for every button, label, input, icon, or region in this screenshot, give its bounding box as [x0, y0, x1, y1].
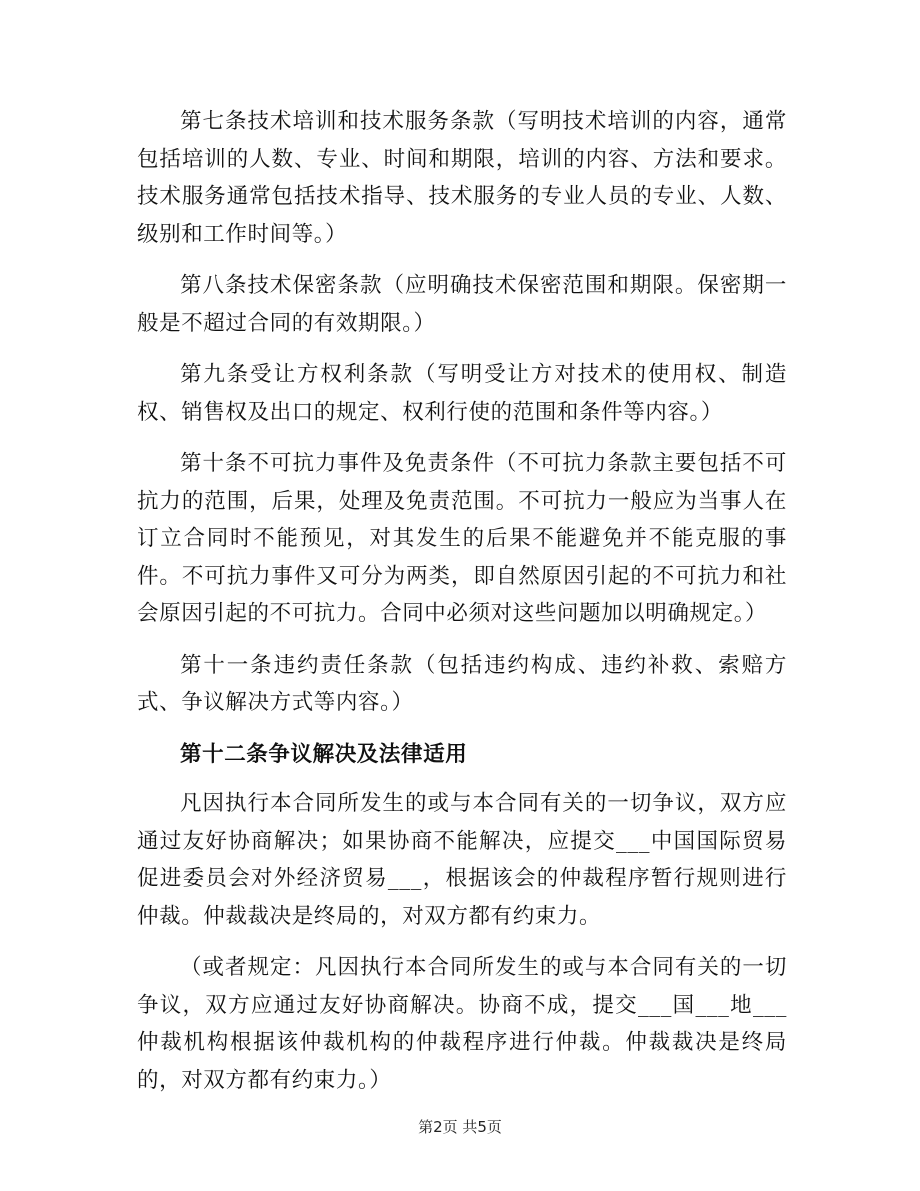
clause-11-paragraph: 第十一条违约责任条款（包括违约构成、违约补救、索赔方式、争议解决方式等内容。）: [137, 652, 787, 715]
clause-9-paragraph: 第九条受让方权利条款（写明受让方对技术的使用权、制造权、销售权及出口的规定、权利行使的范围和条件等内容。）: [137, 362, 787, 425]
arbitration-paragraph: 凡因执行本合同所发生的或与本合同有关的一切争议，双方应通过友好协商解决；如果协商不能解决，应提交___中国国际贸易促进委员会对外经济贸易___，根据该会的仲裁程序暂行规则进行仲裁。仲裁裁决是终局的，对双方都有约束力。: [137, 791, 787, 929]
document-body: [137, 103, 787, 1113]
alternative-arbitration-paragraph: （或者规定：凡因执行本合同所发生的或与本合同有关的一切争议，双方应通过友好协商解决。协商不成，提交___国___地___仲裁机构根据该仲裁机构的仲裁程序进行仲裁。仲裁裁决是终局的，对双方都有约束力。）: [137, 955, 787, 1093]
clause-10-paragraph: 第十条不可抗力事件及免责条件（不可抗力条款主要包括不可抗力的范围，后果，处理及免责范围。不可抗力一般应为当事人在订立合同时不能预见，对其发生的后果不能避免并不能克服的事件。不可抗力事件又可分为两类，即自然原因引起的不可抗力和社会原因引起的不可抗力。合同中必须对这些问题加以明确规定。）: [137, 451, 787, 626]
clause-8-paragraph: 第八条技术保密条款（应明确技术保密范围和期限。保密期一般是不超过合同的有效期限。）: [137, 273, 787, 336]
clause-7-paragraph: 第七条技术培训和技术服务条款（写明技术培训的内容，通常包括培训的人数、专业、时间和期限，培训的内容、方法和要求。技术服务通常包括技术指导、技术服务的专业人员的专业、人数、级别和工作时间等。）: [137, 109, 787, 247]
clause-12-heading: 第十二条争议解决及法律适用: [180, 741, 468, 767]
page-number-footer: 第2页 共5页: [418, 1118, 502, 1136]
